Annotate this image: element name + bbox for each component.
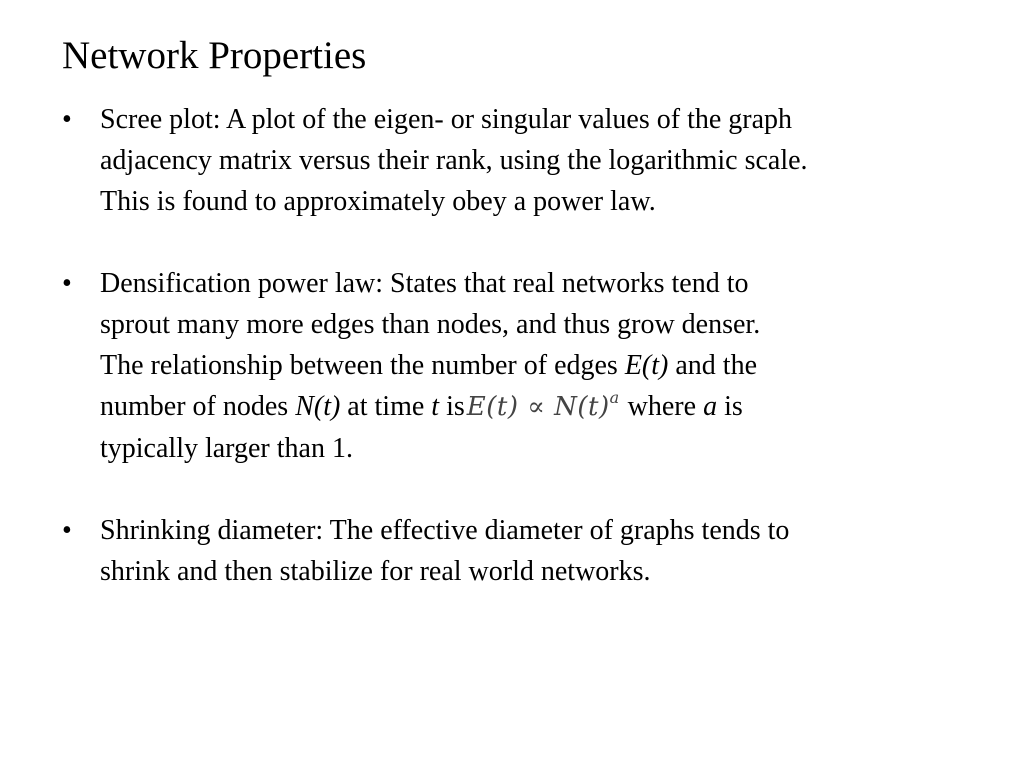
bullet-densification-power-law	[62, 263, 962, 469]
bullet-text-line-edges	[100, 345, 962, 386]
text-fragment: The relationship between the number of edges	[100, 350, 625, 381]
bullet-marker: •	[62, 268, 72, 299]
text-fragment: at time	[340, 391, 432, 422]
formula-exponent: a	[609, 388, 620, 407]
bullet-scree-plot	[62, 99, 962, 222]
formula-rhs: N(t)	[554, 392, 610, 422]
bullet-text-line: Densification power law: States that real networks tend to	[100, 268, 749, 299]
bullet-text-line: shrink and then stabilize for real world networks.	[100, 556, 651, 587]
nodes-symbol: N(t)	[295, 391, 341, 422]
text-fragment: and the	[668, 350, 757, 381]
bullet-text-line: adjacency matrix versus their rank, using the logarithmic scale.	[100, 145, 808, 176]
exponent-symbol: a	[703, 391, 718, 422]
bullet-marker: •	[62, 515, 72, 546]
densification-formula	[467, 387, 620, 428]
bullet-text-line: Scree plot: A plot of the eigen- or singular values of the graph	[100, 104, 793, 135]
bullet-marker: •	[62, 104, 72, 135]
slide-title: Network Properties	[62, 34, 367, 77]
bullet-text-line: typically larger than 1.	[100, 433, 353, 464]
text-fragment: is	[439, 391, 465, 422]
text-fragment: where	[627, 391, 704, 422]
bullet-text-line: sprout many more edges than nodes, and thus grow denser.	[100, 309, 761, 340]
bullet-shrinking-diameter	[62, 510, 962, 592]
time-symbol: t	[431, 391, 440, 422]
formula-lhs: E(t)	[466, 392, 519, 422]
edges-symbol: E(t)	[624, 350, 669, 381]
bullet-list	[62, 99, 962, 592]
bullet-text-line-formula	[100, 386, 962, 428]
bullet-text-line: This is found to approximately obey a power law.	[100, 186, 656, 217]
proportional-symbol: ∝	[527, 392, 546, 422]
bullet-text-line: Shrinking diameter: The effective diameter of graphs tends to	[100, 515, 790, 546]
text-fragment: number of nodes	[100, 391, 296, 422]
text-fragment: is	[717, 391, 743, 422]
